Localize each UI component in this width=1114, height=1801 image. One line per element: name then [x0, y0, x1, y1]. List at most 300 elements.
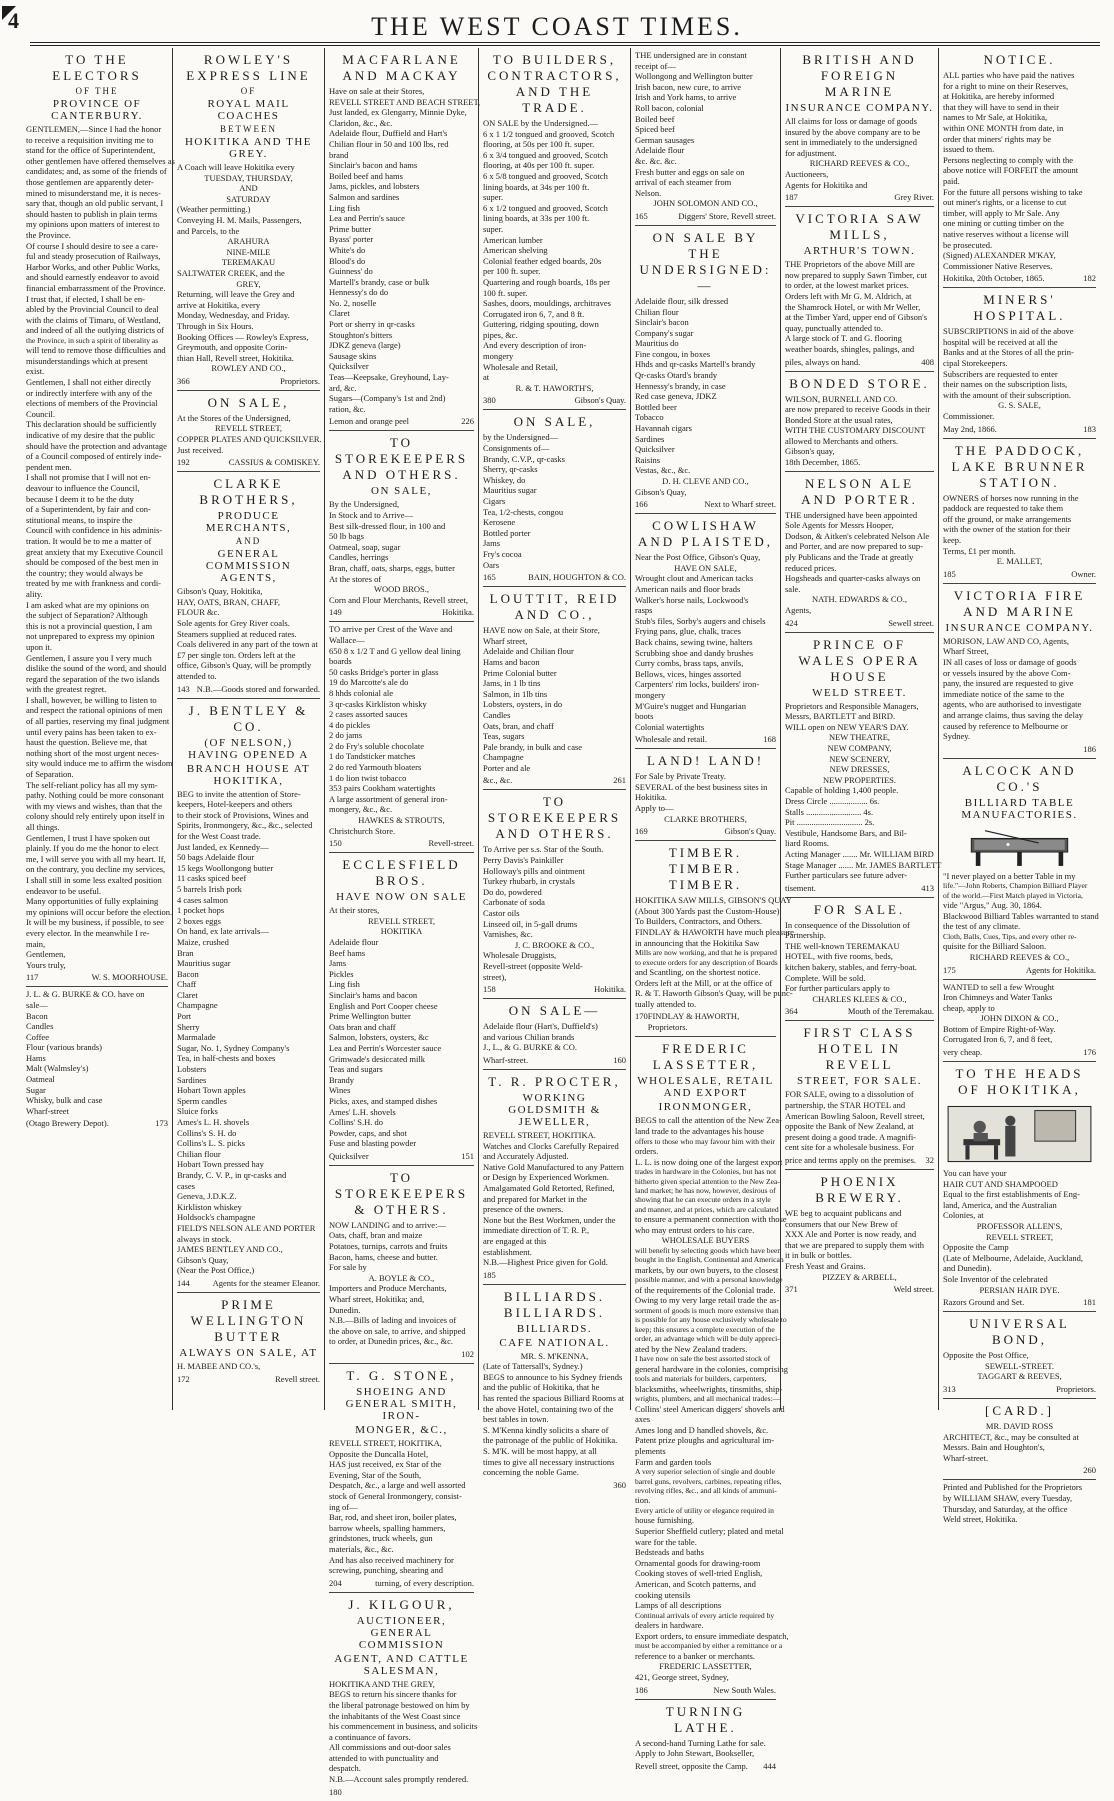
ad-line: Subscribers are requested to enter: [943, 368, 1058, 379]
ad-line: Bottled beer: [635, 401, 677, 412]
ad-heading: ROYAL MAIL COACHES: [207, 98, 290, 122]
ad-footer-left: 150: [329, 838, 342, 849]
ad-line: markets, by our own buyers, to the closest: [635, 1264, 779, 1275]
ad-line: every elector. In the meanwhile I re-: [26, 927, 150, 938]
ad-line: BEGS to announce to his Sydney friends: [483, 1371, 623, 1382]
ad-line: TUESDAY, THURSDAY,: [204, 172, 293, 183]
ad-line: with the claims of Timaru, of Westland,: [26, 314, 161, 325]
ad-footer-right: N.B.—Goods stored and forwarded.: [196, 683, 320, 694]
ad-heading: INSURANCE COMPANY.: [945, 621, 1094, 634]
ad-footer-right: BAIN, HOUGHTON & CO.: [528, 572, 626, 583]
ad-line: per 100 ft. super.: [483, 266, 541, 277]
ad-line: JDKZ geneva (large): [329, 340, 401, 351]
ad-line: and should earnestly endeavor to avoid: [26, 272, 159, 283]
column: [324, 48, 481, 1797]
ad-footer-left: 175: [943, 964, 956, 975]
column: [478, 48, 630, 1490]
ad-line: sale.: [785, 583, 801, 594]
ad-footer-right: 186: [1083, 743, 1096, 754]
ad-line: main,: [26, 938, 46, 949]
ad-line: tration. It would be to me a matter of: [26, 535, 152, 546]
ad-line: Maize, crushed: [177, 936, 229, 947]
ad-line: Of course I should desire to see a care-: [26, 240, 159, 251]
ad-line: consumers that our New Brew of: [785, 1218, 898, 1229]
ad-line: office, Gibson's Quay, will be promptly: [177, 660, 312, 671]
ad-line: of a Superintendent, by fair and con-: [26, 504, 151, 515]
ad-line: ply Publicans and the Trade at greatly: [785, 552, 914, 563]
ad-line: and manner, and at prices, which are calculated: [635, 1204, 779, 1214]
ad-line: HAY, OATS, BRAN, CHAFF,: [177, 596, 281, 607]
ad-line: 6 x 1 1/2 tongued and grooved, Scotch: [483, 128, 615, 139]
ad-footer-right: 181: [1083, 1297, 1096, 1308]
ad-line: Sherry: [177, 1021, 200, 1032]
ad-footer: [26, 1116, 168, 1129]
ad-line: upon it.: [26, 641, 52, 652]
advertisement: [785, 1170, 934, 1298]
ad-line: plainly. If you do me the honor to elect: [26, 843, 159, 854]
ad-line: Ames' L.H. shovels: [329, 1106, 396, 1117]
ad-line: 4 cases salmon: [177, 894, 228, 905]
ad-line: I shall not promise that I will not en-: [26, 472, 151, 483]
ad-line: for adjustment.: [785, 147, 837, 158]
ad-footer-left: 380: [483, 395, 496, 406]
ad-line: Do do, powdered: [483, 886, 542, 897]
ad-line: street),: [483, 971, 507, 982]
ad-line: N.B.—Highest Price given for Gold.: [483, 1257, 608, 1268]
ad-line: reduced prices.: [785, 562, 837, 573]
ad-line: Agents,: [785, 605, 812, 615]
ad-line: Jams, pickles, and lobsters: [329, 181, 420, 192]
ad-line: Wrought clout and American tacks: [635, 573, 754, 584]
ad-line: land market; he has now, however, desirous of: [635, 1186, 776, 1195]
ad-footer-right: Hokitika.: [442, 607, 474, 618]
ad-line: Stage Manager ....... Mr. JAMES BARTLETT: [785, 859, 942, 870]
ad-line: Brandy, C.V.P., qr-casks: [483, 453, 565, 464]
ad-heading: GENERAL COMMISSION AGENTS,: [205, 548, 292, 585]
ad-line: A second-hand Turning Lathe for sale.: [635, 1737, 766, 1748]
ad-line: Blackwood Billiard Tables warranted to stand: [943, 910, 1099, 921]
ad-line: Hennessy's brandy, in case: [635, 380, 726, 391]
ad-line: Tobacco: [635, 412, 664, 423]
ad-heading: VICTORIA FIRE AND MARINE: [953, 587, 1086, 619]
ad-line: In consequence of the Dissolution of: [785, 919, 910, 930]
ad-line: Holloway's pills and ointment: [483, 865, 585, 876]
ad-line: H. MABEE AND CO.'s,: [177, 1360, 261, 1371]
ad-line: paid.: [943, 175, 960, 186]
advertisement: [483, 587, 626, 790]
ad-line: with the owner of the station for their: [943, 524, 1071, 535]
ad-line: Powder, caps, and shot: [329, 1127, 407, 1138]
ad-line: should have the protection and advantage: [26, 440, 167, 451]
ad-footer: [943, 271, 1096, 284]
ad-line: to order, at the lowest market prices.: [785, 280, 909, 291]
ad-line: Cooking stoves of well-tried English,: [635, 1568, 763, 1579]
ad-line: Corn and Flour Merchants, Revell street,: [329, 594, 469, 605]
ad-footer-left: Hokitika, 20th October, 1865.: [943, 273, 1045, 284]
ad-footer-left: 169: [635, 826, 648, 837]
ad-footer: [635, 1009, 776, 1033]
ad-heading: NELSON ALE AND PORTER.: [801, 475, 918, 507]
ad-line: J. C. BROOKE & CO.,: [514, 939, 595, 950]
ad-line: NEW THEATRE,: [828, 732, 891, 743]
ad-line: cooking utensils: [635, 1589, 691, 1600]
ad-line: MORISON, LAW AND CO, Agents,: [943, 635, 1069, 646]
ad-footer-right: Next to Wharf street.: [704, 499, 776, 510]
ad-heading: J. KILGOUR,: [348, 1596, 455, 1612]
advertisement: [785, 1021, 934, 1170]
ad-line: Lobsters: [177, 1064, 207, 1075]
ad-line: Banks and at the Stores of all the prin-: [943, 347, 1074, 358]
ad-line: Castor oils: [483, 908, 520, 919]
ad-footer-right: 102: [461, 1349, 474, 1359]
ad-line: for the West Coast trade.: [177, 830, 261, 841]
advertisement: [329, 622, 474, 853]
advertisement: [483, 1070, 626, 1285]
ad-line: IN all cases of loss or damage of goods: [943, 656, 1077, 667]
ad-line: Claret: [177, 989, 198, 1000]
ad-footer-right: Agents for Hokitika.: [1025, 964, 1096, 975]
ad-line: should be composed of the best men in: [26, 557, 159, 568]
ad-line: ARAHURA: [227, 236, 270, 247]
ad-footer-right: W. S. MOORHOUSE.: [91, 972, 168, 983]
ad-heading: J. BENTLEY & CO.: [188, 702, 309, 734]
ad-heading: WELD STREET.: [812, 686, 907, 699]
ad-line: I shall, however, be willing to listen to: [26, 694, 157, 705]
ad-line: those gentlemen are apparently deter-: [26, 176, 154, 187]
ad-line: Auctioneers,: [785, 168, 829, 179]
ad-line: 2 boxes eggs: [177, 915, 221, 926]
ad-line: HAIR CUT AND SHAMPOOED: [943, 1178, 1058, 1189]
ad-line: grindstones, truck wheels, gun: [329, 1533, 433, 1544]
ad-line: (Late of Tattersall's, Sydney.): [483, 1361, 583, 1372]
ad-line: and respect the rational opinions of men: [26, 705, 163, 716]
ad-heading: ROWLEY'S EXPRESS LINE: [186, 52, 311, 83]
ad-line: Capable of holding 1,400 people.: [785, 785, 899, 796]
ad-line: Hobart Town apples: [177, 1085, 246, 1096]
ad-line: For further particulars apply to: [785, 983, 890, 994]
ad-line: of all parties, reserving my final judgment: [26, 716, 170, 727]
ad-line: to receive a requisition inviting me to: [26, 134, 154, 145]
ad-line: Messrs, BARTLETT and BIRD.: [785, 711, 896, 722]
ad-line: 2 do Fry's soluble chocolate: [329, 740, 425, 751]
ad-heading: VICTORIA SAW MILLS,: [795, 211, 924, 243]
ad-line: trades in hardware in the Colonies, but has not: [635, 1167, 777, 1177]
ad-line: NOW LANDING and to arrive:—: [329, 1219, 446, 1230]
ad-heading: ON SALE—: [508, 1003, 601, 1019]
ad-line: A large stock of T. and G. flooring: [785, 333, 902, 344]
ad-line: Boiled beef and hams: [329, 170, 403, 181]
ad-line: a continuance of favors.: [329, 1731, 411, 1742]
ad-line: times to give all necessary instructions: [483, 1456, 615, 1467]
ad-line: THE well-known TEREMAKAU: [785, 940, 900, 951]
ad-footer-right: 176: [1083, 1047, 1096, 1058]
ad-footer: [943, 963, 1096, 976]
ad-line: pendent men.: [26, 461, 72, 472]
masthead-rule: [30, 42, 1100, 43]
ad-line: A. BOYLE & CO.,: [368, 1272, 435, 1283]
ad-line: All claims for loss or damage of goods: [785, 116, 917, 126]
ad-line: 1 pocket hops: [177, 905, 225, 916]
ad-line: showing that he can execute orders in a style: [635, 1195, 771, 1205]
ad-footer-right: Weld street.: [893, 1284, 934, 1295]
ad-line: Gentlemen, I trust I have spoken out: [26, 832, 150, 843]
ad-heading: INSURANCE COMPANY.: [785, 102, 934, 114]
ad-line: Back chains, sewing twine, halters: [635, 636, 753, 647]
ad-line: Chilian flour: [177, 1148, 221, 1159]
ad-line: and Porter, and are now prepared to sup-: [785, 541, 923, 552]
ad-line: Scrubbing shoe and dandy brushes: [635, 647, 754, 658]
ad-line: I have now on sale the best assorted stock of: [635, 1354, 771, 1364]
ad-line: American nails and floor brads: [635, 583, 741, 594]
ad-line: Dunedin.: [329, 1304, 361, 1315]
ad-line: bought in the English, Continental and American: [635, 1255, 784, 1265]
ad-line: flooring, at 40s per 100 ft. super.: [483, 160, 595, 171]
ad-line: Prime Wellington butter: [329, 1011, 411, 1022]
ad-line: other gentlemen have offered themselves as: [26, 155, 175, 166]
ad-line: To Builders, Contractors, and Others.: [635, 916, 763, 927]
ad-line: Sinclair's hams and bacon: [329, 989, 418, 1000]
advertisement: [26, 48, 175, 987]
ad-line: Red case geneva, JDKZ: [635, 391, 717, 402]
ad-line: M'Guire's nugget and Hungarian: [635, 700, 746, 711]
ad-footer: [483, 1053, 626, 1066]
ad-line: Bar, rod, and sheet iron, boiler plates,: [329, 1512, 457, 1523]
ad-line: Adelaide flour (Hart's, Duffield's): [483, 1021, 598, 1032]
ad-footer-left: Revell street, opposite the Camp.: [635, 1760, 748, 1771]
ad-line: XXX Ale and Porter is now ready, and: [785, 1229, 917, 1240]
ad-line: out miner's rights, or a license to cut: [943, 197, 1067, 208]
ad-line: Qr-casks Otard's brandy: [635, 370, 718, 381]
ad-line: Coals delivered in any part of the town at: [177, 639, 318, 650]
ad-heading: IRONMONGER,: [658, 1101, 753, 1114]
ad-line: Wallace—: [329, 634, 365, 645]
ad-line: one mining or cutting timber on the: [943, 218, 1064, 229]
ad-line: SATURDAY: [226, 193, 271, 204]
ad-line: Superior Sheffield cutlery; plated and metal: [635, 1526, 784, 1536]
ad-line: American shelving: [483, 245, 548, 256]
ad-footer: [329, 1149, 474, 1162]
ad-footer: [943, 1382, 1096, 1395]
ad-footer: [635, 1759, 776, 1772]
ad-line: BEGS to call the attention of the New Zea-: [635, 1115, 782, 1126]
ad-line: MR. DAVID ROSS: [985, 1420, 1054, 1431]
ad-heading: FREDERIC LASSETTER,: [652, 1041, 759, 1073]
advertisement: [177, 48, 320, 391]
advertisement: [943, 1312, 1096, 1399]
ad-line: Mauritius do: [635, 338, 679, 349]
ad-footer: [785, 1153, 934, 1166]
ad-footer-left: 186: [635, 1684, 648, 1695]
ad-line: FIELD'S NELSON ALE AND PORTER: [177, 1222, 316, 1233]
advertisement: [635, 514, 776, 749]
ad-line: financial embarrassment of the Province.: [26, 282, 166, 293]
ad-footer-right: 360: [613, 1479, 626, 1490]
ad-line: 6 x 1/2 tongued and grooved, Scotch: [483, 202, 608, 213]
ad-line: Oats, bran, and chaff: [483, 720, 554, 731]
ad-footer-left: 424: [785, 617, 798, 628]
ad-line: who may entrust orders to his care.: [635, 1224, 755, 1235]
ad-line: plements: [635, 1446, 666, 1456]
ad-line: Hokitika.: [635, 792, 667, 803]
ad-line: S. M'K. will be most happy, at all: [483, 1446, 597, 1457]
ad-line: Teas, sugars: [483, 731, 525, 742]
ad-line: Prime Colonial butter: [483, 667, 557, 678]
ad-line: Weld street, Hokitika.: [943, 1514, 1018, 1525]
ad-heading: THE PADDOCK, LAKE BRUNNER STATION.: [951, 442, 1088, 490]
ad-heading: COWLISHAW AND PLAISTED,: [637, 518, 774, 550]
ad-line: dislike the sound of the word, and should: [26, 663, 167, 674]
ad-line: This declaration should be sufficiently: [26, 419, 157, 430]
ad-heading: HAVE NOW ON SALE: [336, 891, 467, 904]
ad-line: Raisins: [635, 454, 661, 465]
ad-line: 4 do pickles: [329, 719, 371, 730]
ad-line: until every pains has been taken to ex-: [26, 726, 157, 737]
ad-heading: PRINCE OF WALES OPERA HOUSE: [798, 636, 921, 684]
ad-line: axes: [635, 1414, 651, 1425]
ad-footer: [785, 1282, 934, 1295]
ad-line: hospital will be received at all the: [943, 336, 1058, 347]
ad-heading: ON SALE,: [207, 394, 290, 410]
ad-line: A large assortment of general iron-: [329, 793, 448, 804]
ad-line: Returning, will leave the Grey and: [177, 289, 295, 300]
ad-line: Tea, in half-chests and boxes: [177, 1053, 276, 1064]
ad-footer-right: Agents for the steamer Eleanor.: [212, 1277, 320, 1288]
ad-footer-right: 226: [461, 416, 474, 427]
ad-line: For Sale by Private Treaty.: [635, 771, 726, 782]
ad-line: Mills are now working, and that he is prepared: [635, 948, 777, 958]
ad-line: Claret: [329, 308, 350, 319]
ad-line: attended to.: [177, 671, 217, 681]
ad-line: and Dunedin).: [943, 1263, 992, 1274]
ad-footer: [483, 982, 626, 995]
ad-line: (Near the Post Office,): [177, 1265, 255, 1276]
ad-line: GENTLEMEN,—Since I had the honor: [26, 124, 162, 134]
ad-footer-left: Quicksilver: [329, 1150, 369, 1161]
ad-footer-right: 182: [1083, 273, 1096, 284]
ad-heading: CLARKE BROTHERS,: [199, 476, 298, 508]
ad-heading: TO STOREKEEPERS AND OTHERS.: [487, 794, 622, 842]
ad-line: elections of members of the Provincial: [26, 398, 158, 409]
ad-line: Gibson's Quay,: [177, 1254, 229, 1265]
ad-line: Persons neglecting to comply with the: [943, 154, 1074, 165]
advertisement: [785, 207, 934, 371]
ad-line: BEG to invite the attention of Store-: [177, 788, 301, 799]
ad-line: to their stock of Provisions, Wines and: [177, 809, 309, 820]
billiard-table-illustration: [943, 823, 1096, 869]
ad-footer: [483, 570, 626, 583]
ad-line: 5 barrels Irish pork: [177, 883, 242, 894]
ad-line: Farm and garden tools: [635, 1456, 712, 1467]
ad-line: Vestibule, Handsome Bars, and Bil-: [785, 827, 907, 838]
ad-line: endeavor to be useful.: [26, 885, 102, 896]
ad-line: of a Council composed of entirely inde-: [26, 451, 162, 462]
barber-shop-illustration: [943, 1100, 1096, 1166]
ad-line: names to Mr Sale, at Hokitika,: [943, 112, 1048, 123]
ad-footer-left: 149: [329, 607, 342, 618]
ad-line: with the amount of their subscription.: [943, 389, 1071, 400]
ad-footer-right: 413: [921, 882, 934, 893]
ad-line: at: [483, 372, 490, 383]
ad-footer-left: 117: [26, 972, 39, 983]
ad-line: arrival of each steamer from: [635, 177, 732, 188]
ad-heading: TO THE HEADS OF HOKITIKA,: [955, 1066, 1084, 1098]
ad-footer-right: 444: [763, 1760, 776, 1771]
ad-line: and arrange claims, thus saving the delay: [943, 709, 1083, 720]
ad-line: Sugars—(Company's 1st and 2nd): [329, 393, 446, 404]
ad-footer: [635, 497, 776, 510]
ad-line: E. MALLET,: [996, 556, 1043, 567]
ad-line: agents, who are authorised to investigate: [943, 699, 1082, 710]
ad-footer-left: 185: [483, 1269, 496, 1280]
ad-line: Carpenters' rim locks, builders' iron-: [635, 679, 760, 690]
ad-line: Opposite the Post Office,: [943, 1350, 1029, 1361]
ad-footer-left: 204: [329, 1577, 342, 1588]
ad-line: Bacon: [177, 968, 199, 979]
ad-line: Just received.: [177, 444, 224, 455]
ad-line: 1 do lion twist tobacco: [329, 772, 407, 783]
ad-line: above notice will FORFEIT the amount: [943, 165, 1079, 176]
ad-line: issued to them.: [943, 144, 995, 155]
advertisement: [483, 1285, 626, 1494]
ad-heading: TO STOREKEEPERS AND OTHERS.: [334, 435, 469, 483]
advertisement: [635, 1037, 789, 1699]
ad-line: CLARKE BROTHERS,: [664, 813, 747, 824]
ad-line: Turkey rhubarb, in crystals: [483, 876, 575, 887]
ad-line: keep; this ensures a complete execution of the: [635, 1324, 775, 1334]
ad-line: always in stock.: [177, 1233, 232, 1244]
ad-line: Fine congou, in boxes: [635, 348, 711, 359]
ad-line: receipt of—: [635, 60, 676, 71]
advertisement: [943, 1480, 1096, 1527]
ad-line: Geneva, J.D.K.Z.: [177, 1191, 237, 1202]
ad-line: Equal to the first establishments of Eng-: [943, 1189, 1080, 1200]
ad-line: Quicksilver: [329, 361, 369, 372]
ad-footer: [26, 970, 168, 983]
ad-line: or vessels insured by the above Com-: [943, 667, 1071, 678]
ad-line: Malt (Walmsley's): [26, 1063, 89, 1074]
ad-line: the liberal patronage bestowed on him by: [329, 1699, 470, 1710]
ad-line: liard Rooms.: [785, 838, 829, 849]
ad-footer: [483, 773, 626, 786]
advertisement: [785, 472, 934, 633]
ad-line: ality.: [26, 588, 43, 599]
ad-footer-left: 187: [785, 192, 798, 203]
ad-line: £7 per single ton. Orders left at the: [177, 649, 296, 660]
ad-line: Revell-street (opposite Weld-: [483, 961, 583, 971]
ad-footer-right: Diggers' Store, Revell street.: [678, 210, 776, 221]
ad-line: SEWELL-STREET.: [984, 1360, 1054, 1371]
column: [938, 48, 1100, 1525]
ad-line: now prepared to supply Sawn Timber, cut: [785, 269, 928, 280]
ad-footer: [785, 190, 934, 203]
ad-footer-right: CASSIUS & COMISKEY.: [228, 457, 320, 468]
ad-line: Sperm candles: [177, 1095, 227, 1106]
ad-line: Oats bran and chaff: [329, 1021, 396, 1032]
masthead-rule: [30, 45, 1100, 46]
ad-line: Grimwade's desiccated milk: [329, 1053, 425, 1064]
ad-footer-right: Proprietors.: [1056, 1383, 1096, 1394]
ad-line: &c. &c. &c.: [635, 155, 677, 166]
ad-line: and indeed of all the outlying districts of: [26, 325, 165, 336]
ad-heading: UNIVERSAL BOND,: [969, 1316, 1070, 1348]
ad-line: Native Gold Manufactured to any Pattern: [483, 1161, 624, 1172]
ad-line: colony should rely entirely upon itself in: [26, 811, 165, 822]
ad-line: his commencement in business, and solicits: [329, 1721, 478, 1732]
ad-line: Watches and Clocks Carefully Repaired: [483, 1140, 619, 1151]
ad-footer-left: 172: [177, 1373, 190, 1384]
ad-line: Wharf-street: [26, 1105, 69, 1116]
ad-line: pathy. Nothing could be more consonant: [26, 790, 164, 801]
